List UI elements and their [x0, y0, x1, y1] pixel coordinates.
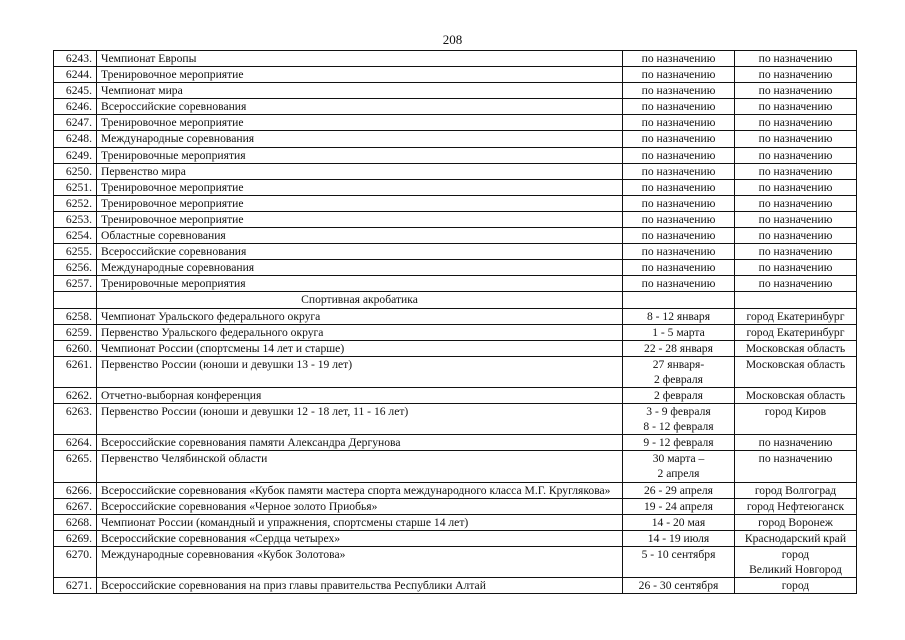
- event-date-line: 14 - 20 мая: [651, 515, 706, 529]
- event-number: 6260.: [54, 340, 97, 356]
- table-row: [54, 356, 857, 387]
- event-place-line: по назначению: [758, 180, 833, 194]
- event-date-line: 26 - 29 апреля: [643, 483, 713, 497]
- table-row: [54, 578, 857, 594]
- event-name: Чемпионат Европы: [97, 51, 623, 67]
- event-place-line: город Воронеж: [758, 515, 833, 529]
- table-row: [54, 51, 857, 67]
- event-number: 6252.: [54, 195, 97, 211]
- table-row: [54, 147, 857, 163]
- event-place: [735, 356, 857, 387]
- event-name: Первенство мира: [97, 163, 623, 179]
- event-place: [735, 195, 857, 211]
- event-date: [623, 498, 735, 514]
- event-place: [735, 211, 857, 227]
- event-place: [735, 530, 857, 546]
- event-place: [735, 228, 857, 244]
- event-name: Всероссийские соревнования «Кубок памяти мастера спорта международного класса М.Г. Круглякова»: [97, 482, 623, 498]
- event-number: 6251.: [54, 179, 97, 195]
- event-place-line: по назначению: [758, 68, 833, 82]
- event-number: 6245.: [54, 83, 97, 99]
- table-row: [54, 179, 857, 195]
- events-table: [53, 50, 857, 594]
- event-name: Чемпионат мира: [97, 83, 623, 99]
- event-number: 6265.: [54, 451, 97, 482]
- table-row: [54, 260, 857, 276]
- event-place-line: по назначению: [758, 52, 833, 65]
- event-date-line: по назначению: [641, 277, 716, 291]
- event-date: [623, 324, 735, 340]
- event-place: [735, 244, 857, 260]
- event-place-line: по назначению: [758, 196, 833, 210]
- event-number: 6244.: [54, 67, 97, 83]
- table-row: [54, 324, 857, 340]
- event-date-line: по назначению: [641, 116, 716, 130]
- event-place-line: по назначению: [758, 229, 833, 243]
- event-place: [735, 163, 857, 179]
- event-place-line: город Екатеринбург: [746, 325, 845, 339]
- event-place-line: Московская область: [745, 388, 846, 402]
- event-date: [623, 482, 735, 498]
- event-date-line: 30 марта –: [652, 452, 705, 466]
- event-date: [623, 99, 735, 115]
- event-date: [623, 530, 735, 546]
- event-date: [623, 340, 735, 356]
- section-row: [54, 292, 857, 308]
- event-number: 6256.: [54, 260, 97, 276]
- event-name: Всероссийские соревнования «Черное золото Приобья»: [97, 498, 623, 514]
- events-table-body: [54, 51, 857, 594]
- event-number: 6262.: [54, 387, 97, 403]
- page-number: 208: [442, 32, 463, 47]
- event-date: [623, 387, 735, 403]
- section-title: Спортивная акробатика: [97, 292, 623, 308]
- event-date: [623, 211, 735, 227]
- table-row: [54, 211, 857, 227]
- event-place: [735, 387, 857, 403]
- event-place-line: Московская область: [745, 341, 846, 355]
- event-place-line: город Екатеринбург: [746, 309, 845, 323]
- section-place-cell: [735, 292, 857, 308]
- event-date: [623, 308, 735, 324]
- event-name: Тренировочное мероприятие: [97, 67, 623, 83]
- event-name: Тренировочное мероприятие: [97, 195, 623, 211]
- event-number: 6255.: [54, 244, 97, 260]
- event-place: [735, 308, 857, 324]
- event-place: [735, 276, 857, 292]
- event-date: [623, 276, 735, 292]
- event-place-line: по назначению: [758, 148, 833, 162]
- table-row: [54, 404, 857, 435]
- table-row: [54, 308, 857, 324]
- table-row: [54, 530, 857, 546]
- event-number: 6243.: [54, 51, 97, 67]
- table-row: [54, 99, 857, 115]
- event-date: [623, 147, 735, 163]
- event-number: 6258.: [54, 308, 97, 324]
- event-name: Тренировочное мероприятие: [97, 115, 623, 131]
- event-number: 6270.: [54, 546, 97, 577]
- event-date-line: по назначению: [641, 245, 716, 259]
- event-place-line: город Нефтеюганск: [746, 499, 845, 513]
- event-number: 6269.: [54, 530, 97, 546]
- event-number: 6248.: [54, 131, 97, 147]
- table-row: [54, 131, 857, 147]
- event-number: 6267.: [54, 498, 97, 514]
- event-date-line: по назначению: [641, 100, 716, 114]
- event-name: Международные соревнования «Кубок Золотова»: [97, 546, 623, 577]
- event-date-line: 22 - 28 января: [644, 341, 713, 355]
- event-date-line: по назначению: [641, 229, 716, 243]
- event-place: [735, 131, 857, 147]
- event-name: Первенство Уральского федерального округа: [97, 324, 623, 340]
- event-date-line: 26 - 30 сентября: [638, 579, 719, 593]
- table-row: [54, 451, 857, 482]
- event-date: [623, 179, 735, 195]
- event-place-line: по назначению: [758, 116, 833, 130]
- table-row: [54, 482, 857, 498]
- event-date: [623, 260, 735, 276]
- event-name: Чемпионат России (командный и упражнения, спортсмены старше 14 лет): [97, 514, 623, 530]
- event-date: [623, 195, 735, 211]
- event-place-line: по назначению: [758, 261, 833, 275]
- event-name: Международные соревнования: [97, 131, 623, 147]
- event-date: [623, 67, 735, 83]
- event-number: 6271.: [54, 578, 97, 594]
- event-name: Всероссийские соревнования на приз главы правительства Республики Алтай: [97, 578, 623, 594]
- event-date: [623, 404, 735, 435]
- event-place-line: по назначению: [758, 452, 833, 466]
- event-number: 6259.: [54, 324, 97, 340]
- event-date-line: 9 - 12 февраля: [643, 436, 714, 450]
- event-place-line: город Киров: [764, 405, 827, 419]
- event-place: [735, 179, 857, 195]
- event-date: [623, 115, 735, 131]
- event-date-line: 2 апреля: [657, 467, 700, 481]
- table-row: [54, 67, 857, 83]
- event-place: [735, 546, 857, 577]
- table-row: [54, 498, 857, 514]
- event-place: [735, 260, 857, 276]
- event-date: [623, 514, 735, 530]
- event-date: [623, 244, 735, 260]
- event-number: 6268.: [54, 514, 97, 530]
- event-date-line: 8 - 12 января: [646, 309, 711, 323]
- event-place-line: Краснодарский край: [744, 531, 847, 545]
- event-date: [623, 435, 735, 451]
- event-place: [735, 51, 857, 67]
- event-name: Тренировочные мероприятия: [97, 276, 623, 292]
- section-num-cell: [54, 292, 97, 308]
- event-number: 6261.: [54, 356, 97, 387]
- event-date-line: по назначению: [641, 68, 716, 82]
- event-date-line: по назначению: [641, 212, 716, 226]
- event-number: 6246.: [54, 99, 97, 115]
- event-name: Всероссийские соревнования: [97, 244, 623, 260]
- event-place-line: Великий Новгород: [749, 563, 842, 576]
- event-place-line: по назначению: [758, 277, 833, 291]
- event-date-line: 8 - 12 февраля: [643, 420, 714, 434]
- event-date: [623, 546, 735, 577]
- event-date-line: по назначению: [641, 132, 716, 146]
- event-place: [735, 340, 857, 356]
- event-place-line: по назначению: [758, 132, 833, 146]
- event-date-line: по назначению: [641, 84, 716, 98]
- event-number: 6264.: [54, 435, 97, 451]
- event-name: Тренировочные мероприятия: [97, 147, 623, 163]
- event-name: Чемпионат России (спортсмены 14 лет и старше): [97, 340, 623, 356]
- event-place-line: Московская область: [745, 357, 846, 371]
- event-date: [623, 83, 735, 99]
- table-row: [54, 435, 857, 451]
- table-row: [54, 387, 857, 403]
- event-name: Первенство России (юноши и девушки 12 - 18 лет, 11 - 16 лет): [97, 404, 623, 435]
- event-date: [623, 356, 735, 387]
- event-place-line: по назначению: [758, 100, 833, 114]
- event-place: [735, 435, 857, 451]
- event-date-line: 19 - 24 апреля: [643, 499, 713, 513]
- event-date-line: 27 января-: [652, 357, 705, 371]
- event-name: Всероссийские соревнования памяти Александра Дергунова: [97, 435, 623, 451]
- event-place: [735, 498, 857, 514]
- event-place: [735, 482, 857, 498]
- event-place: [735, 404, 857, 435]
- event-place: [735, 451, 857, 482]
- table-row: [54, 83, 857, 99]
- event-date-line: по назначению: [641, 164, 716, 178]
- event-place-line: по назначению: [758, 245, 833, 259]
- event-number: 6257.: [54, 276, 97, 292]
- event-place: [735, 578, 857, 594]
- event-place: [735, 115, 857, 131]
- event-place-line: по назначению: [758, 436, 833, 450]
- event-place-line: по назначению: [758, 212, 833, 226]
- event-name: Первенство России (юноши и девушки 13 - 19 лет): [97, 356, 623, 387]
- event-date-line: по назначению: [641, 148, 716, 162]
- event-name: Всероссийские соревнования: [97, 99, 623, 115]
- event-place-line: по назначению: [758, 84, 833, 98]
- section-date-cell: [623, 292, 735, 308]
- event-date: [623, 228, 735, 244]
- event-place-line: город: [781, 579, 810, 593]
- event-name: Всероссийские соревнования «Сердца четырех»: [97, 530, 623, 546]
- event-date-line: 1 - 5 марта: [652, 325, 705, 339]
- event-date: [623, 451, 735, 482]
- event-name: Тренировочное мероприятие: [97, 179, 623, 195]
- event-place: [735, 83, 857, 99]
- event-number: 6254.: [54, 228, 97, 244]
- event-date-line: 14 - 19 июля: [647, 531, 710, 545]
- event-place: [735, 324, 857, 340]
- event-date-line: по назначению: [641, 180, 716, 194]
- event-number: 6266.: [54, 482, 97, 498]
- table-row: [54, 163, 857, 179]
- event-place: [735, 147, 857, 163]
- table-row: [54, 115, 857, 131]
- event-place: [735, 514, 857, 530]
- event-number: 6250.: [54, 163, 97, 179]
- event-name: Отчетно-выборная конференция: [97, 387, 623, 403]
- event-date-line: 3 - 9 февраля: [646, 405, 711, 419]
- table-row: [54, 195, 857, 211]
- event-date: [623, 51, 735, 67]
- table-row: [54, 228, 857, 244]
- event-date-line: 5 - 10 сентября: [641, 547, 716, 561]
- table-row: [54, 546, 857, 577]
- event-place: [735, 99, 857, 115]
- event-date-line: 2 февраля: [654, 388, 703, 402]
- event-name: Областные соревнования: [97, 228, 623, 244]
- event-date: [623, 131, 735, 147]
- table-row: [54, 340, 857, 356]
- event-place-line: город: [781, 547, 810, 561]
- event-date-line: 2 февраля: [654, 372, 703, 386]
- event-date-line: по назначению: [641, 52, 716, 65]
- event-name: Чемпионат Уральского федерального округа: [97, 308, 623, 324]
- event-name: Международные соревнования: [97, 260, 623, 276]
- table-row: [54, 276, 857, 292]
- event-number: 6263.: [54, 404, 97, 435]
- event-number: 6253.: [54, 211, 97, 227]
- event-date-line: по назначению: [641, 261, 716, 275]
- event-name: Тренировочное мероприятие: [97, 211, 623, 227]
- table-row: [54, 514, 857, 530]
- event-number: 6249.: [54, 147, 97, 163]
- event-number: 6247.: [54, 115, 97, 131]
- event-place-line: город Волгоград: [754, 483, 837, 497]
- event-name: Первенство Челябинской области: [97, 451, 623, 482]
- event-date: [623, 578, 735, 594]
- table-row: [54, 244, 857, 260]
- event-place-line: по назначению: [758, 164, 833, 178]
- event-date: [623, 163, 735, 179]
- event-place: [735, 67, 857, 83]
- event-date-line: по назначению: [641, 196, 716, 210]
